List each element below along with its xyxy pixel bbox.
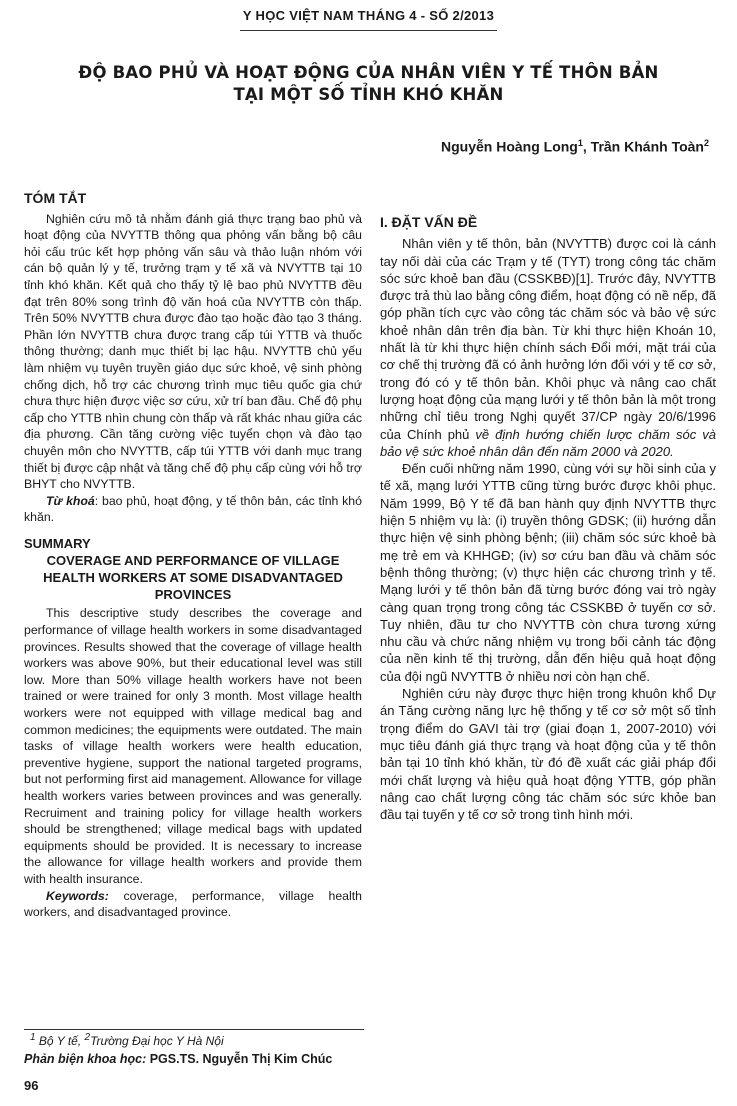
footnote-rule <box>24 1029 364 1030</box>
page-number: 96 <box>24 1078 39 1093</box>
author-1: Nguyễn Hoàng Long <box>440 138 578 155</box>
affiliation-footnote <box>30 1032 224 1048</box>
abstract-vi-body: Nghiên cứu mô tả nhằm đánh giá thực trạng bao phủ và hoạt động của NVYTTB thông qua phỏng vấn bằng bộ câu hỏi cấu trúc kết hợp phỏng vấn sâu và thảo luận nhóm với cán bộ quản lý y tế, trưởng trạm y tế xã và NVYTTB tại 10 tỉnh khó khăn. Kết quả cho thấy tỷ lệ bao phủ NVYTTB đều đạt trên 80% song trình độ văn hoá của NVYTTB còn thấp. Trên 50% NVYTTB chưa được đào tạo hoặc đào tạo 3 tháng. Phần lớn NVYTTB chưa được trang cấp túi YTTB và thuốc thông thường; danh mục thiết bị lạc hậu. NVYTTB chủ yếu làm nhiệm vụ tuyên truyền giáo dục sức khoẻ, vệ sinh phòng chống dịch, hỗ trợ các chương trình mục tiêu quốc gia chứ chưa thực hiện được việc sơ cứu, xử trí ban đầu. Chế độ phụ cấp cho YTTB nhìn chung còn thấp và rất khác nhau giữa các địa phương. Cần tăng cường việc tuyển chọn và đào tạo chuyên môn cho NVYTTB, cấp túi YTTB với danh mục trang thiết bị được cập nhật và tăng chế độ phụ cấp cùng với hỗ trợ BHYT cho NVYTTB. <box>24 211 362 492</box>
reviewer-name: PGS.TS. Nguyễn Thị Kim Chúc <box>146 1052 333 1066</box>
journal-header: Y HỌC VIỆT NAM THÁNG 4 - SỐ 2/2013 <box>242 8 495 23</box>
footnote-text-2: Trường Đại học Y Hà Nội <box>90 1034 224 1048</box>
intro-heading: I. ĐẶT VẤN ĐỀ <box>380 214 478 230</box>
right-column <box>380 214 716 823</box>
footnote-text-1: Bộ Y tế, <box>35 1034 85 1048</box>
author-2-affiliation: 2 <box>703 138 709 148</box>
reviewer-label: Phản biện khoa học: <box>24 1052 147 1066</box>
author-separator: , <box>582 138 591 155</box>
footnote-sup-1: 1 <box>30 1032 36 1043</box>
intro-paragraph-2: Đến cuối những năm 1990, cùng với sự hồi sinh của y tế xã, mạng lưới YTTB cũng từng bước được khôi phục. Năm 1999, Bộ Y tế đã ban hành quy định NVYTTB thực hiện 5 nhiệm vụ là: (i) truyền thông GDSK; (ii) hướng dẫn thực hiện vệ sinh phòng bệnh; (iii) chăm sóc sức khoẻ bà mẹ trẻ em và KHHGĐ; (iv) sơ cứu ban đầu và chăm sóc bệnh thông thường; (v) thực hiện các chương trình y tế. Mạng lưới y tế thôn bản đã từng bước đóng vai trò ngày càng quan trọng trong công tác CSSKBĐ ở tuyến cơ sở. Tuy nhiên, đầu tư cho NVYTTB còn chưa tương xứng nhu cầu và chức năng nhiệm vụ trong bối cảnh tác động của nền kinh tế thị trường, dẫn đến hiệu quả hoạt động của đội ngũ NVYTTB ở nhiều nơi còn hạn chế. <box>380 461 716 684</box>
summary-body: This descriptive study describes the coverage and performance of village health workers in some disadvantaged provinces. Results showed that the coverage of village health workers was above 90%, but their educational level was still low. More than 50% village health workers have not been trained or were trained for only 3 month. Most village health workers were not equipped with village medical bag and common medicines; the equipments were outdated. The main tasks of village health workers were health education, preventive hygiene, support the national targeted programs, but not performing first aid management. Allowance for village health workers varies between provinces and was generally. Recruiment and training policy for village health workers should be strengthened; village medical bags with updated equipments should be provided. It is necessary to increase the allowance for village health workers and provide them with health insurance. <box>24 606 362 886</box>
footnote-sup-2: 2 <box>84 1032 91 1043</box>
left-column <box>24 190 362 921</box>
intro-paragraph-1 <box>380 235 716 460</box>
keywords-vi-label: Từ khoá <box>46 493 95 508</box>
abstract-vi-heading: TÓM TẮT <box>24 190 87 206</box>
article-title <box>40 62 697 106</box>
author-1-affiliation: 1 <box>577 138 583 148</box>
header-rule <box>240 30 497 31</box>
intro-paragraph-3: Nghiên cứu này được thực hiện trong khuôn khổ Dự án Tăng cường năng lực hệ thống y tế cơ sở một số tỉnh trọng điểm do GAVI tài trợ (giai đoạn 1, 2007-2010) với mục tiêu đánh giá thực trạng và hoạt động của y tế thôn bản tại 10 tỉnh khó khăn, từ đó đề xuất các giải pháp đổi mới chất lượng và hiệu quả hoạt động YTTB, góp phần nâng cao chất lượng công tác chăm sóc sức khỏe ban đầu tại tuyến y tế cơ sở trong tình hình mới. <box>380 686 716 823</box>
author-2: Trần Khánh Toàn <box>590 138 704 155</box>
reviewer-line <box>24 1052 332 1066</box>
intro-p1-text: Nhân viên y tế thôn, bản (NVYTTB) được coi là cánh tay nối dài của các Trạm y tế (TYT) trong công tác chăm sóc sức khoẻ ban đầu (CSSKBĐ)[1]. Trước đây, NVYTTB được trả thù lao bằng công điểm, hoạt động có nề nếp, đã góp phần tích cực vào công tác chăm sóc và bảo vệ sức khoẻ nhân dân trên địa bàn. Từ khi thực hiện Khoán 10, nhất là từ khi thực hiện chính sách Đổi mới, mặt trái của cơ chế thị trường đã có ảnh hưởng lớn đối với y tế cơ sở, trong đó có y tế thôn bản. Khôi phục và nâng cao chất lượng hoạt động của mạng lưới y tế thôn bản là một trong những chỉ tiêu trong Nghị quyết 37/CP ngày 20/6/1996 của Chính phủ <box>380 236 716 442</box>
title-line-1: ĐỘ BAO PHỦ VÀ HOẠT ĐỘNG CỦA NHÂN VIÊN Y TẾ THÔN BẢN <box>78 63 659 82</box>
abstract-vi-keywords <box>24 493 362 526</box>
title-line-2: TẠI MỘT SỐ TỈNH KHÓ KHĂN <box>233 85 504 104</box>
keywords-vi-text: : bao phủ, hoạt động, y tế thôn bản, các tỉnh khó khăn. <box>24 493 362 525</box>
keywords-en-text: coverage, performance, village health workers, and disadvantaged province. <box>24 888 362 920</box>
keywords-en-label: Keywords: <box>46 888 109 903</box>
author-list <box>441 138 709 155</box>
summary-keywords <box>24 888 362 921</box>
summary-heading: SUMMARY <box>24 535 91 551</box>
intro-p1-italic: về định hướng chiến lược chăm sóc và bảo vệ sức khoẻ nhân dân đến năm 2000 và 2020. <box>380 426 716 459</box>
summary-title: COVERAGE AND PERFORMANCE OF VILLAGE HEALTH WORKERS AT SOME DISADVANTAGED PROVINCES <box>43 553 343 603</box>
